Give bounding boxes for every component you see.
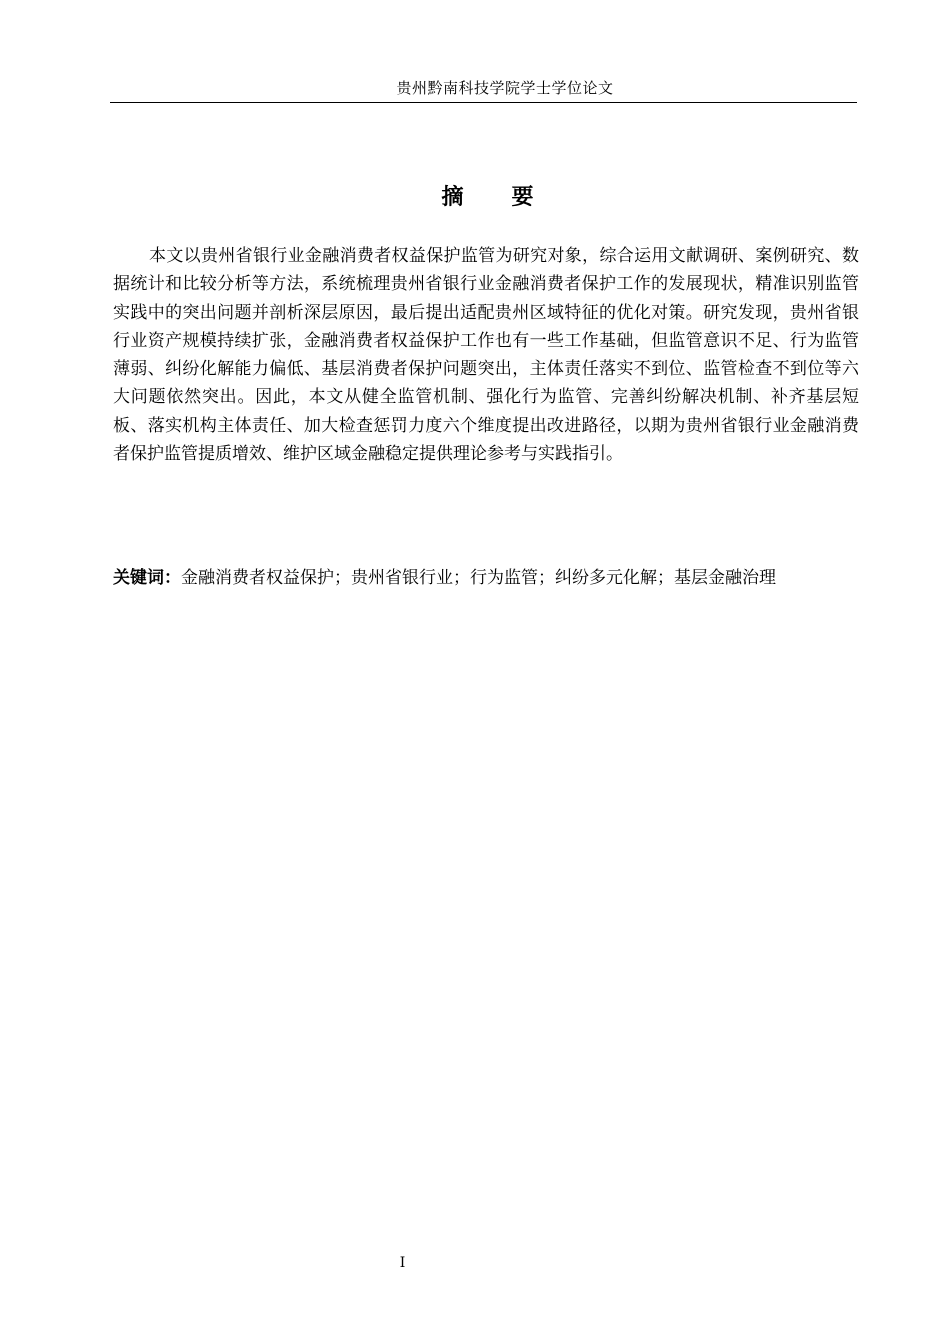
- abstract-heading: [0, 180, 950, 211]
- page-number: I: [399, 1255, 406, 1271]
- keywords-text: 金融消费者权益保护；贵州省银行业；行为监管；纠纷多元化解；基层金融治理: [181, 568, 776, 588]
- keywords-label: 关键词：: [113, 568, 181, 588]
- running-header-title: 贵州黔南科技学院学士学位论文: [396, 79, 614, 97]
- abstract-heading-char-1: 摘: [441, 185, 464, 210]
- abstract-body-paragraph: 本文以贵州省银行业金融消费者权益保护监管为研究对象，综合运用文献调研、案例研究、数据统计和比较分析等方法，系统梳理贵州省银行业金融消费者保护工作的发展现状，精准识别监管实践中的突出问题并剖析深层原因，最后提出适配贵州区域特征的优化对策。研究发现，贵州省银行业资产规模持续扩张，金融消费者权益保护工作也有一些工作基础，但监管意识不足、行为监管薄弱、纠纷化解能力偏低、基层消费者保护问题突出，主体责任落实不到位、监管检查不到位等六大问题依然突出。因此，本文从健全监管机制、强化行为监管、完善纠纷解决机制、补齐基层短板、落实机构主体责任、加大检查惩罚力度六个维度提出改进路径，以期为贵州省银行业金融消费者保护监管提质增效、维护区域金融稳定提供理论参考与实践指引。: [113, 246, 859, 465]
- header-divider: [110, 102, 857, 103]
- abstract-heading-char-2: 要: [511, 185, 534, 210]
- keywords-line: [113, 563, 859, 593]
